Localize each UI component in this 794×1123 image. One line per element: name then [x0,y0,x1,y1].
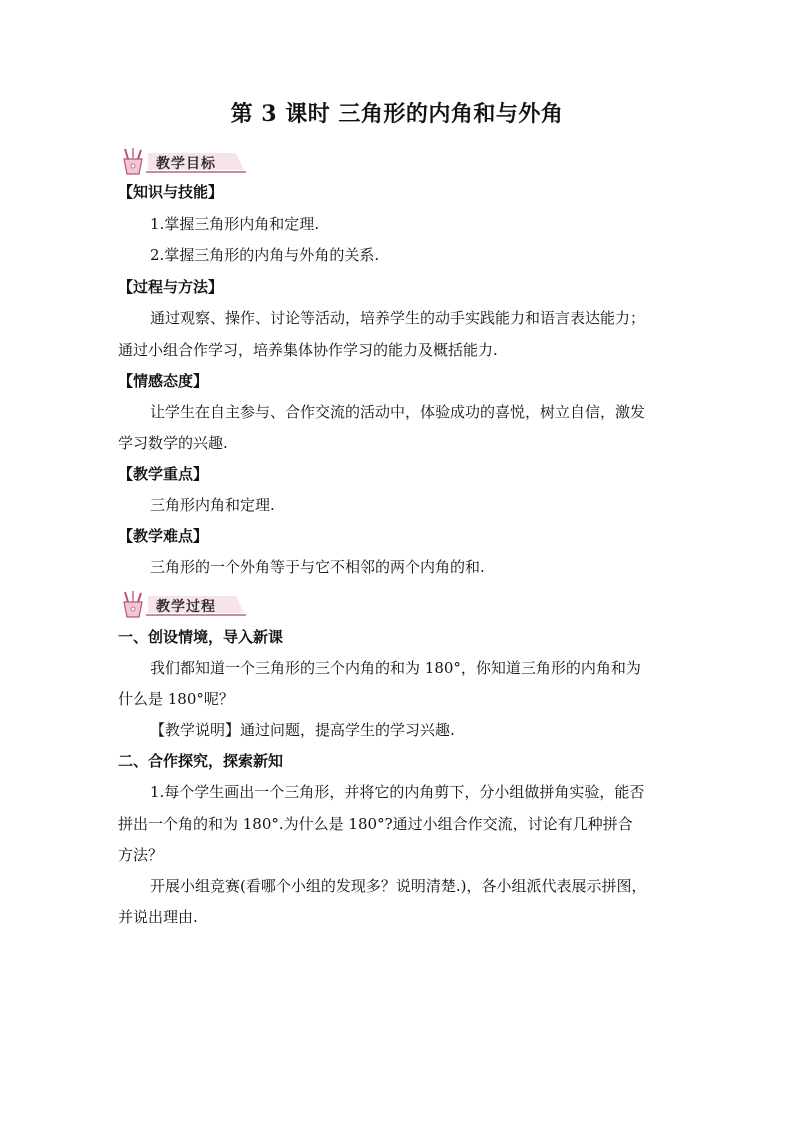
heading-part2: 二、合作探究，探索新知 [118,752,284,770]
teaching-note: 【教学说明】通过问题，提高学生的学习兴趣. [150,721,455,739]
paragraph: 三角形的一个外角等于与它不相邻的两个内角的和. [150,558,485,576]
banner-label: 教学过程 [156,599,216,615]
paragraph: 方法？ [118,846,164,864]
page-title: 第 3 课时 三角形的内角和与外角 [230,101,564,127]
paragraph: 三角形内角和定理. [150,496,275,514]
heading-difficulty: 【教学难点】 [118,527,209,545]
paragraph: 2.掌握三角形的内角与外角的关系. [150,246,380,264]
paragraph: 让学生在自主参与、合作交流的活动中，体验成功的喜悦，树立自信，激发 [150,403,646,421]
heading-key-point: 【教学重点】 [118,465,209,483]
paragraph: 开展小组竞赛(看哪个小组的发现多？说明清楚.)，各小组派代表展示拼图， [150,877,647,895]
paragraph: 1.掌握三角形内角和定理. [150,215,320,233]
heading-process-method: 【过程与方法】 [118,278,224,296]
section-banner-objectives [118,147,248,177]
paragraph: 通过小组合作学习，培养集体协作学习的能力及概括能力. [118,341,498,359]
banner-label: 教学目标 [156,156,216,172]
paragraph: 通过观察、操作、讨论等活动，培养学生的动手实践能力和语言表达能力； [150,309,646,327]
paragraph: 什么是 180°呢？ [118,690,234,708]
paragraph: 我们都知道一个三角形的三个内角的和为 180°，你知道三角形的内角和为 [150,659,641,677]
heading-knowledge: 【知识与技能】 [118,183,224,201]
paragraph: 拼出一个角的和为 180°.为什么是 180°?通过小组合作交流，讨论有几种拼合 [118,815,633,833]
section-banner-process [118,590,248,620]
paragraph: 并说出理由. [118,908,198,926]
heading-part1: 一、创设情境，导入新课 [118,628,284,646]
paragraph: 学习数学的兴趣. [118,434,228,452]
heading-attitude: 【情感态度】 [118,372,209,390]
paragraph: 1.每个学生画出一个三角形，并将它的内角剪下，分小组做拼角实验，能否 [150,783,645,801]
